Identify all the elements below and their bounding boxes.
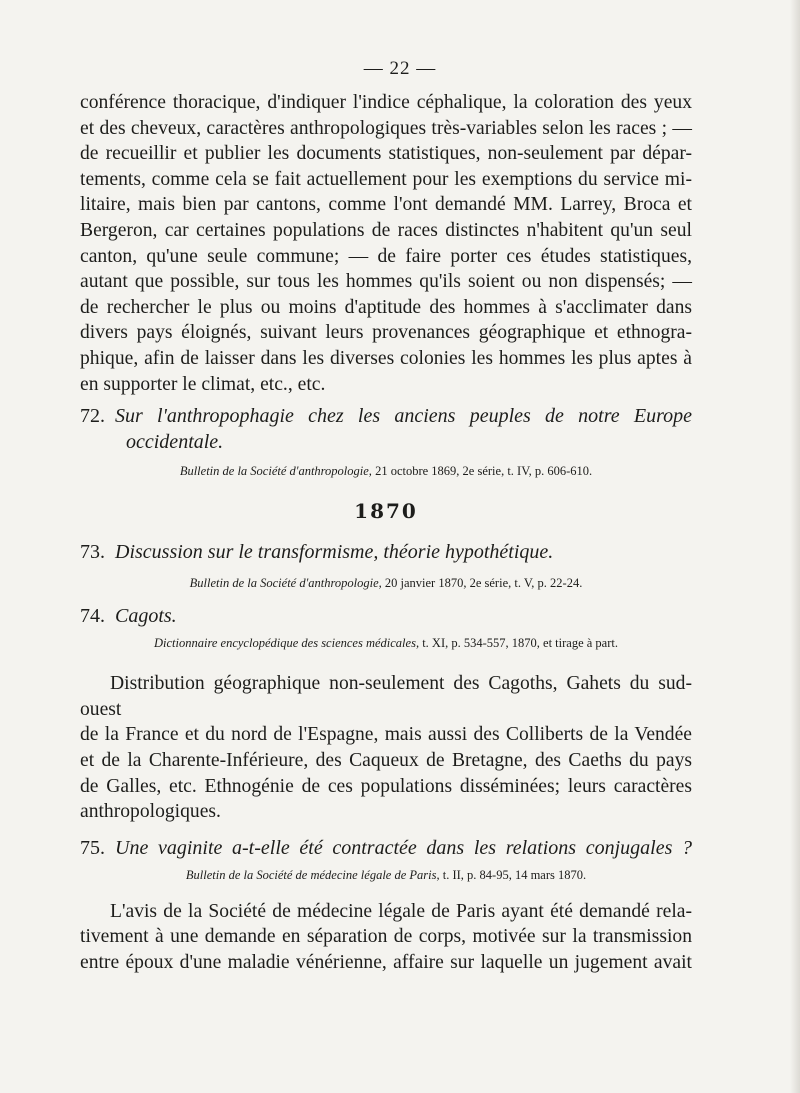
entry-title: Cagots.	[115, 605, 177, 628]
text-line: conférence thoracique, d'indiquer l'indice céphalique, la coloration des yeux	[80, 92, 692, 113]
paragraph-cagots	[80, 671, 692, 825]
text-line: canton, qu'une seule commune; — de faire porter ces études statistiques,	[80, 245, 692, 267]
entry-title: Discussion sur le transformisme, théorie hypothétique.	[115, 541, 554, 564]
entry-73	[80, 539, 692, 565]
page-edge	[790, 0, 800, 1093]
text-line: phique, afin de laisser dans les diverses colonies les hommes les plus aptes à	[80, 347, 692, 369]
entry-title: Une vaginite a-t-elle été contractée dans les relations conjugales ?	[115, 836, 692, 859]
page-content	[80, 90, 692, 975]
bibliographic-reference: Dictionnaire encyclopédique des sciences médicales, t. XI, p. 534-557, 1870, et tirage à part.	[154, 636, 618, 651]
year-heading: 1870	[354, 499, 418, 524]
entry-title-cont: occidentale.	[126, 431, 224, 454]
text-line: anthropologiques.	[80, 801, 221, 823]
entry-title-line	[80, 403, 692, 429]
text-line: tements, comme cela se fait actuellement pour les exemptions du service mi-	[80, 168, 692, 190]
bibliographic-reference: Bulletin de la Société d'anthropologie, 21 octobre 1869, 2e série, t. IV, p. 606-610.	[179, 464, 593, 479]
text-line: et de la Charente-Inférieure, des Caqueux de Bretagne, des Caeths du pays	[80, 749, 692, 771]
bibliographic-reference: Bulletin de la Société de médecine légale de Paris, t. II, p. 84-95, 14 mars 1870.	[185, 867, 587, 882]
paragraph-continuation	[80, 90, 692, 397]
text-line: litaire, mais bien par cantons, comme l'ont demandé MM. Larrey, Broca et	[80, 194, 692, 216]
entry-number: 72.	[80, 405, 105, 428]
text-line: Distribution géographique non-seulement des Cagoths, Gahets du sud-ouest	[80, 673, 692, 720]
text-line: L'avis de la Société de médecine légale de Paris ayant été demandé rela-	[110, 900, 692, 922]
entry-number: 73.	[80, 541, 105, 564]
text-line: autant que possible, sur tous les hommes qu'ils soient ou non dispensés; —	[80, 271, 692, 293]
entry-number: 74.	[80, 605, 105, 628]
text-line: en supporter le climat, etc., etc.	[80, 373, 326, 395]
bibliographic-reference: Bulletin de la Société d'anthropologie, 20 janvier 1870, 2e série, t. V, p. 22-24.	[189, 576, 583, 591]
text-line: divers pays éloignés, suivant leurs provenances géographique et ethnogra-	[80, 322, 692, 344]
text-line: de rechercher le plus ou moins d'aptitude des hommes à s'acclimater dans	[80, 296, 692, 318]
entry-number: 75.	[80, 836, 105, 859]
text-line: de Galles, etc. Ethnogénie de ces populations disséminées; leurs caractères	[80, 775, 692, 797]
entry-72	[80, 403, 692, 455]
entry-title: Sur l'anthropophagie chez les anciens peuples de notre Europe	[115, 405, 692, 428]
page-number: — 22 —	[363, 58, 437, 79]
text-line: entre époux d'une maladie vénérienne, affaire sur laquelle un jugement avait	[80, 951, 692, 973]
text-line: Bergeron, car certaines populations de races distinctes n'habitent qu'un seul	[80, 219, 692, 241]
paragraph-vaginite	[80, 899, 692, 976]
text-line: de recueillir et publier les documents statistiques, non-seulement par dépar-	[80, 143, 692, 165]
entry-75	[80, 835, 692, 861]
text-line: de la France et du nord de l'Espagne, mais aussi des Colliberts de la Vendée	[80, 724, 692, 746]
text-line: et des cheveux, caractères anthropologiques très-variables selon les races ; —	[80, 117, 692, 139]
entry-74	[80, 603, 692, 629]
text-line: tivement à une demande en séparation de corps, motivée sur la transmission	[80, 926, 692, 948]
